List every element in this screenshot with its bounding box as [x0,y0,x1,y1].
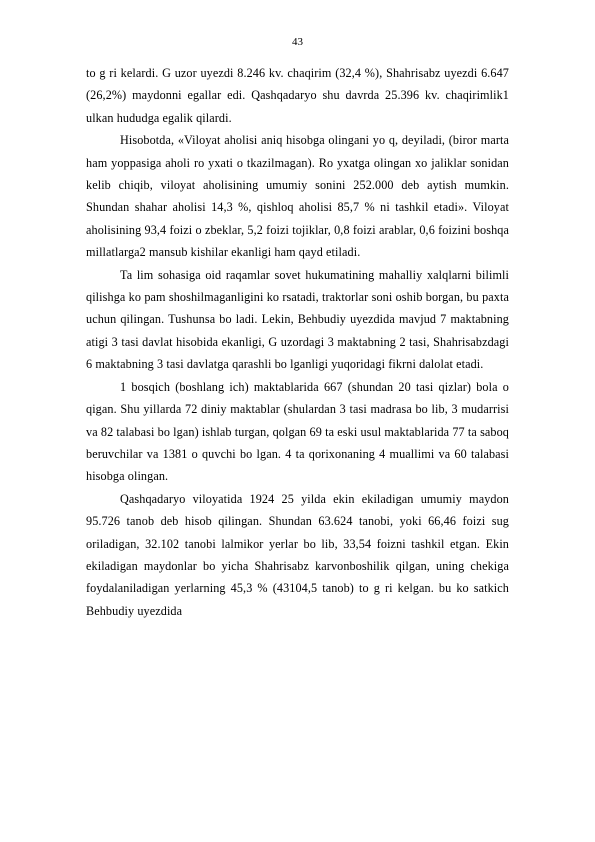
page-number: 43 [292,36,303,48]
paragraph-land-area: to g ri kelardi. G uzor uyezdi 8.246 kv. chaqirim (32,4 %), Shahrisabz uyezdi 6.647 (26,2%) maydonni egallar edi. Qashqadaryo shu davrda 25.396 kv. chaqirimlik1 ulkan hududga egalik qilardi. [86,66,509,125]
paragraph-schools: 1 bosqich (boshlang ich) maktablarida 667 (shundan 20 tasi qizlar) bola o qigan. Shu yillarda 72 diniy maktablar (shulardan 3 tasi madrasa bo lib, 3 mudarrisi va 82 talabasi bo lgan) ishlab turgan, qolgan 69 ta eski usul maktablarida 77 ta saboq beruvchilar va 1381 o quvchi bo lgan. 4 ta qorixonaning 4 muallimi va 60 talabasi hisobga olingan. [86,379,509,484]
paragraph-population: Hisobotda, «Viloyat aholisi aniq hisobga olingani yo q, deyiladi, (biror marta ham yoppasiga aholi ro yxati o tkazilmagan). Ro yxatga olingan xo jaliklar sonidan kelib chiqib, viloyat aholisining umumiy sonini 252.000 deb aytish mumkin. Shundan shahar aholisi 14,3 %, qishloq aholisi 85,7 % ni tashkil etadi». Viloyat aholisining 93,4 foizi o zbeklar, 5,2 foizi tojiklar, 0,8 foizi arablar, 0,6 foizini boshqa millatlarga2 mansub kishilar ekanligi ham qayd etiladi. [86,133,509,260]
paragraph-agriculture: Qashqadaryo viloyatida 1924 25 yilda ekin ekiladigan umumiy maydon 95.726 tanob deb hisob qilingan. Shundan 63.624 tanobi, yoki 66,46 foizi sug oriladigan, 32.102 tanobi lalmikor yerlar bo lib, 33,54 foizni tashkil etgan. Ekin ekiladigan maydonlar bo yicha Shahrisabz karvonboshilik qilgan, uning chekiga foydalaniladigan yerlarning 45,3 % (43104,5 tanob) to g ri kelgan. bu ko satkich Behbudiy uyezdida [86,491,509,618]
body-text [86,62,509,622]
paragraph-education: Ta lim sohasiga oid raqamlar sovet hukumatining mahalliy xalqlarni bilimli qilishga ko pam shoshilmaganligini ko rsatadi, traktorlar soni oshib borgan, bu paxta uchun qilingan. Tushunsa bo ladi. Lekin, Behbudiy uyezdida mavjud 7 maktabning atigi 3 tasi davlat hisobida ekanligi, G uzordagi 3 maktabning 2 tasi, Shahrisabzdagi 6 maktabning 3 tasi davlatga qarashli bo lganligi yuqoridagi fikrni dalolat etadi. [86,267,509,372]
